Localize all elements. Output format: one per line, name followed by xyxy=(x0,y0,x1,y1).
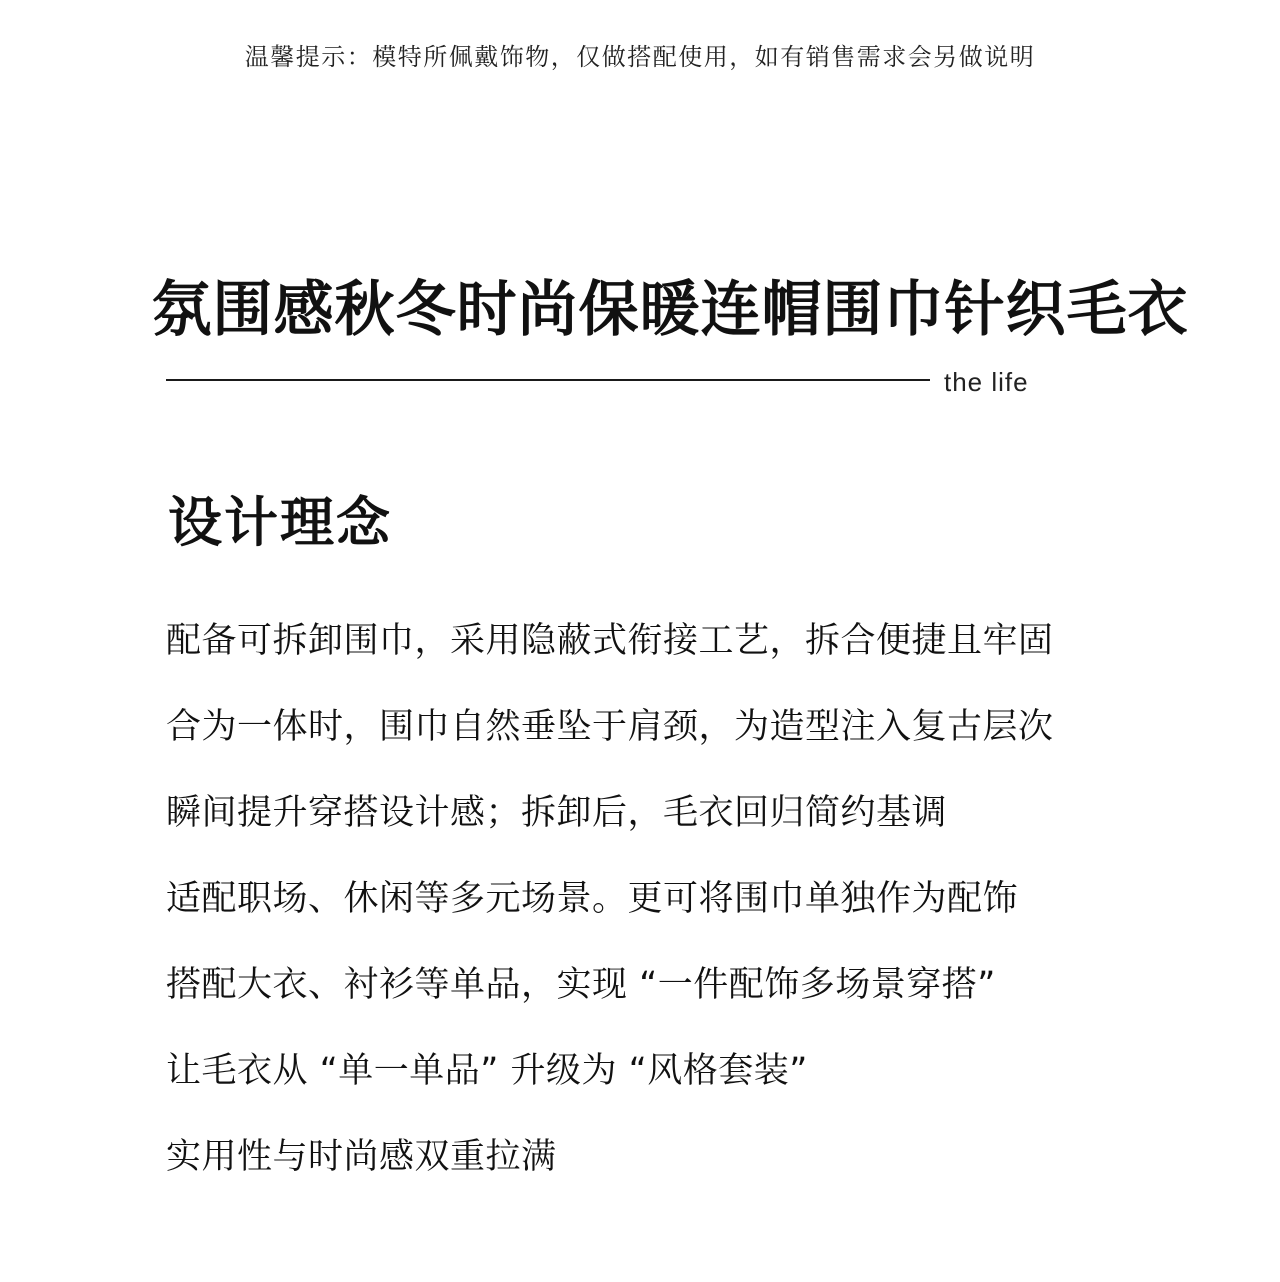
description-line: 配备可拆卸围巾，采用隐蔽式衔接工艺，拆合便捷且牢固 xyxy=(166,621,1054,661)
description-line: 实用性与时尚感双重拉满 xyxy=(166,1137,557,1177)
description-line: 让毛衣从 “单一单品” 升级为 “风格套装” xyxy=(166,1051,808,1091)
title-divider xyxy=(166,379,930,381)
description-line: 适配职场、休闲等多元场景。更可将围巾单独作为配饰 xyxy=(166,879,1019,919)
description-line: 搭配大衣、衬衫等单品，实现 “一件配饰多场景穿搭” xyxy=(166,965,996,1005)
section-heading: 设计理念 xyxy=(168,491,392,554)
description-line: 合为一体时，围巾自然垂坠于肩颈，为造型注入复古层次 xyxy=(166,707,1054,747)
description-line: 瞬间提升穿搭设计感；拆卸后，毛衣回归简约基调 xyxy=(166,793,948,833)
warm-notice: 温馨提示：模特所佩戴饰物，仅做搭配使用，如有销售需求会另做说明 xyxy=(244,43,1036,71)
design-description xyxy=(166,612,1166,1214)
divider-caption: the life xyxy=(944,367,1029,397)
product-title: 氛围感秋冬时尚保暖连帽围巾针织毛衣 xyxy=(151,275,1189,345)
